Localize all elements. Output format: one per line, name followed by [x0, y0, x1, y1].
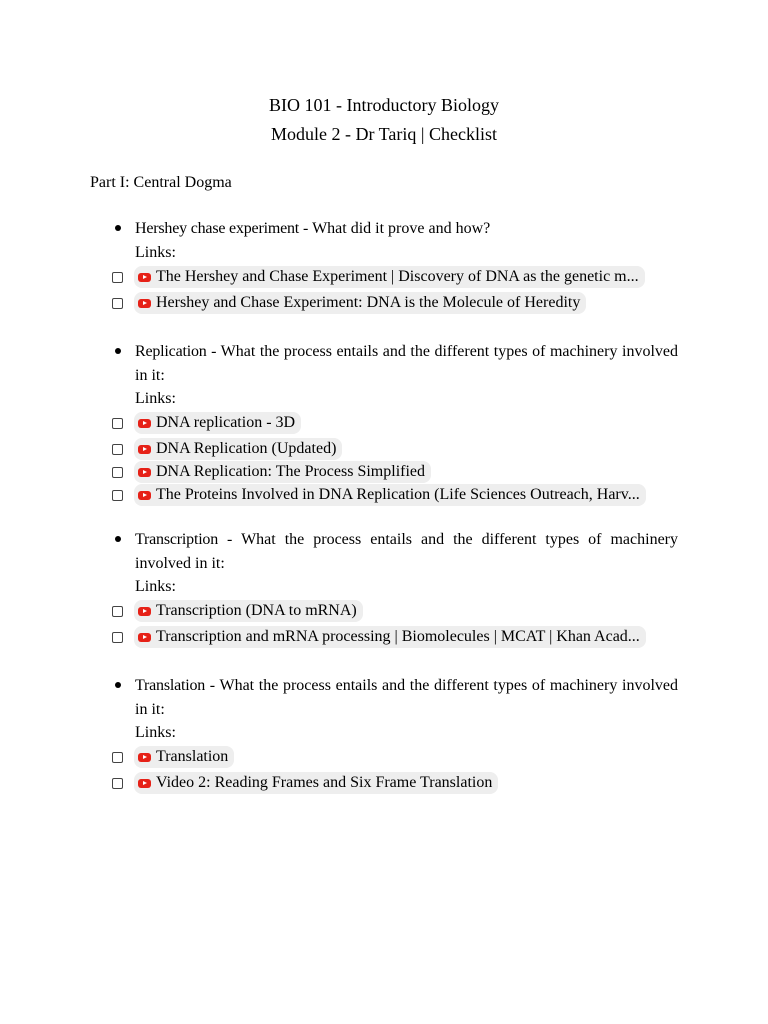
youtube-icon: [138, 468, 151, 477]
document-title-line-1: BIO 101 - Introductory Biology: [269, 95, 499, 115]
checklist-item: [112, 266, 645, 288]
link-text: Video 2: Reading Frames and Six Frame Translation: [156, 774, 493, 791]
youtube-icon: [138, 779, 151, 788]
section-text: [135, 528, 678, 575]
bullet-icon: [115, 348, 121, 354]
section-description: What the process entails and the different types of machinery involved in it:: [135, 677, 679, 718]
checklist-item: [112, 746, 234, 768]
youtube-icon: [138, 633, 151, 642]
section-hershey-chase: [112, 217, 678, 241]
section-title: Hershey chase experiment: [135, 220, 300, 237]
checkbox[interactable]: [112, 272, 123, 283]
link-text: DNA Replication (Updated): [156, 440, 337, 457]
section-title: Replication: [135, 343, 207, 360]
link-text: Transcription and mRNA processing | Biomolecules | MCAT | Khan Acad...: [156, 628, 640, 645]
youtube-icon: [138, 445, 151, 454]
checkbox[interactable]: [112, 467, 123, 478]
youtube-icon: [138, 299, 151, 308]
youtube-link-chip[interactable]: [134, 461, 431, 483]
section-description: What did it prove and how?: [312, 220, 491, 237]
part-heading: Part I: Central Dogma: [90, 174, 232, 191]
document-title-line-2: Module 2 - Dr Tariq | Checklist: [271, 124, 497, 144]
checklist-item: [112, 626, 646, 648]
section-title: Transcription: [135, 531, 219, 548]
youtube-icon: [138, 491, 151, 500]
checkbox[interactable]: [112, 490, 123, 501]
link-text: Hershey and Chase Experiment: DNA is the Molecule of Heredity: [156, 294, 581, 311]
checkbox[interactable]: [112, 444, 123, 455]
checkbox[interactable]: [112, 606, 123, 617]
section-translation: [112, 674, 678, 721]
checklist-item: [112, 600, 363, 622]
link-text: DNA Replication: The Process Simplified: [156, 463, 426, 480]
checkbox[interactable]: [112, 752, 123, 763]
bullet-icon: [115, 536, 121, 542]
links-label: Links:: [135, 578, 176, 595]
youtube-icon: [138, 753, 151, 762]
section-separator: -: [299, 220, 313, 237]
section-separator: -: [218, 531, 242, 548]
checkbox[interactable]: [112, 298, 123, 309]
checklist-item: [112, 438, 342, 460]
youtube-icon: [138, 607, 151, 616]
youtube-link-chip[interactable]: [134, 266, 645, 288]
checklist-item: [112, 772, 498, 794]
links-label: Links:: [135, 390, 176, 407]
youtube-link-chip[interactable]: [134, 412, 301, 434]
section-replication: [112, 340, 678, 387]
youtube-link-chip[interactable]: [134, 292, 586, 314]
youtube-link-chip[interactable]: [134, 484, 646, 506]
link-text: Transcription (DNA to mRNA): [156, 602, 357, 619]
checklist-item: [112, 484, 646, 506]
youtube-link-chip[interactable]: [134, 746, 234, 768]
youtube-icon: [138, 273, 151, 282]
section-separator: -: [206, 343, 221, 360]
bullet-icon: [115, 682, 121, 688]
checkbox[interactable]: [112, 632, 123, 643]
section-text: [135, 340, 678, 387]
section-separator: -: [205, 677, 220, 694]
checklist-item: [112, 412, 301, 434]
youtube-link-chip[interactable]: [134, 438, 342, 460]
youtube-icon: [138, 419, 151, 428]
youtube-link-chip[interactable]: [134, 600, 363, 622]
checkbox[interactable]: [112, 418, 123, 429]
link-text: Translation: [156, 748, 229, 765]
link-text: The Hershey and Chase Experiment | Discovery of DNA as the genetic m...: [156, 268, 639, 285]
section-text: [135, 674, 678, 721]
bullet-icon: [115, 225, 121, 231]
section-description: What the process entails and the different types of machinery involved in it:: [135, 531, 678, 572]
checkbox[interactable]: [112, 778, 123, 789]
section-title: Translation: [135, 677, 206, 694]
links-label: Links:: [135, 724, 176, 741]
link-text: The Proteins Involved in DNA Replication (Life Sciences Outreach, Harv...: [156, 486, 640, 503]
youtube-link-chip[interactable]: [134, 626, 646, 648]
section-text: [135, 217, 678, 241]
checklist-item: [112, 292, 586, 314]
links-label: Links:: [135, 244, 176, 261]
link-text: DNA replication - 3D: [156, 414, 296, 431]
youtube-link-chip[interactable]: [134, 772, 498, 794]
section-description: What the process entails and the different types of machinery involved in it:: [135, 343, 678, 384]
checklist-item: [112, 461, 431, 483]
section-transcription: [112, 528, 678, 575]
